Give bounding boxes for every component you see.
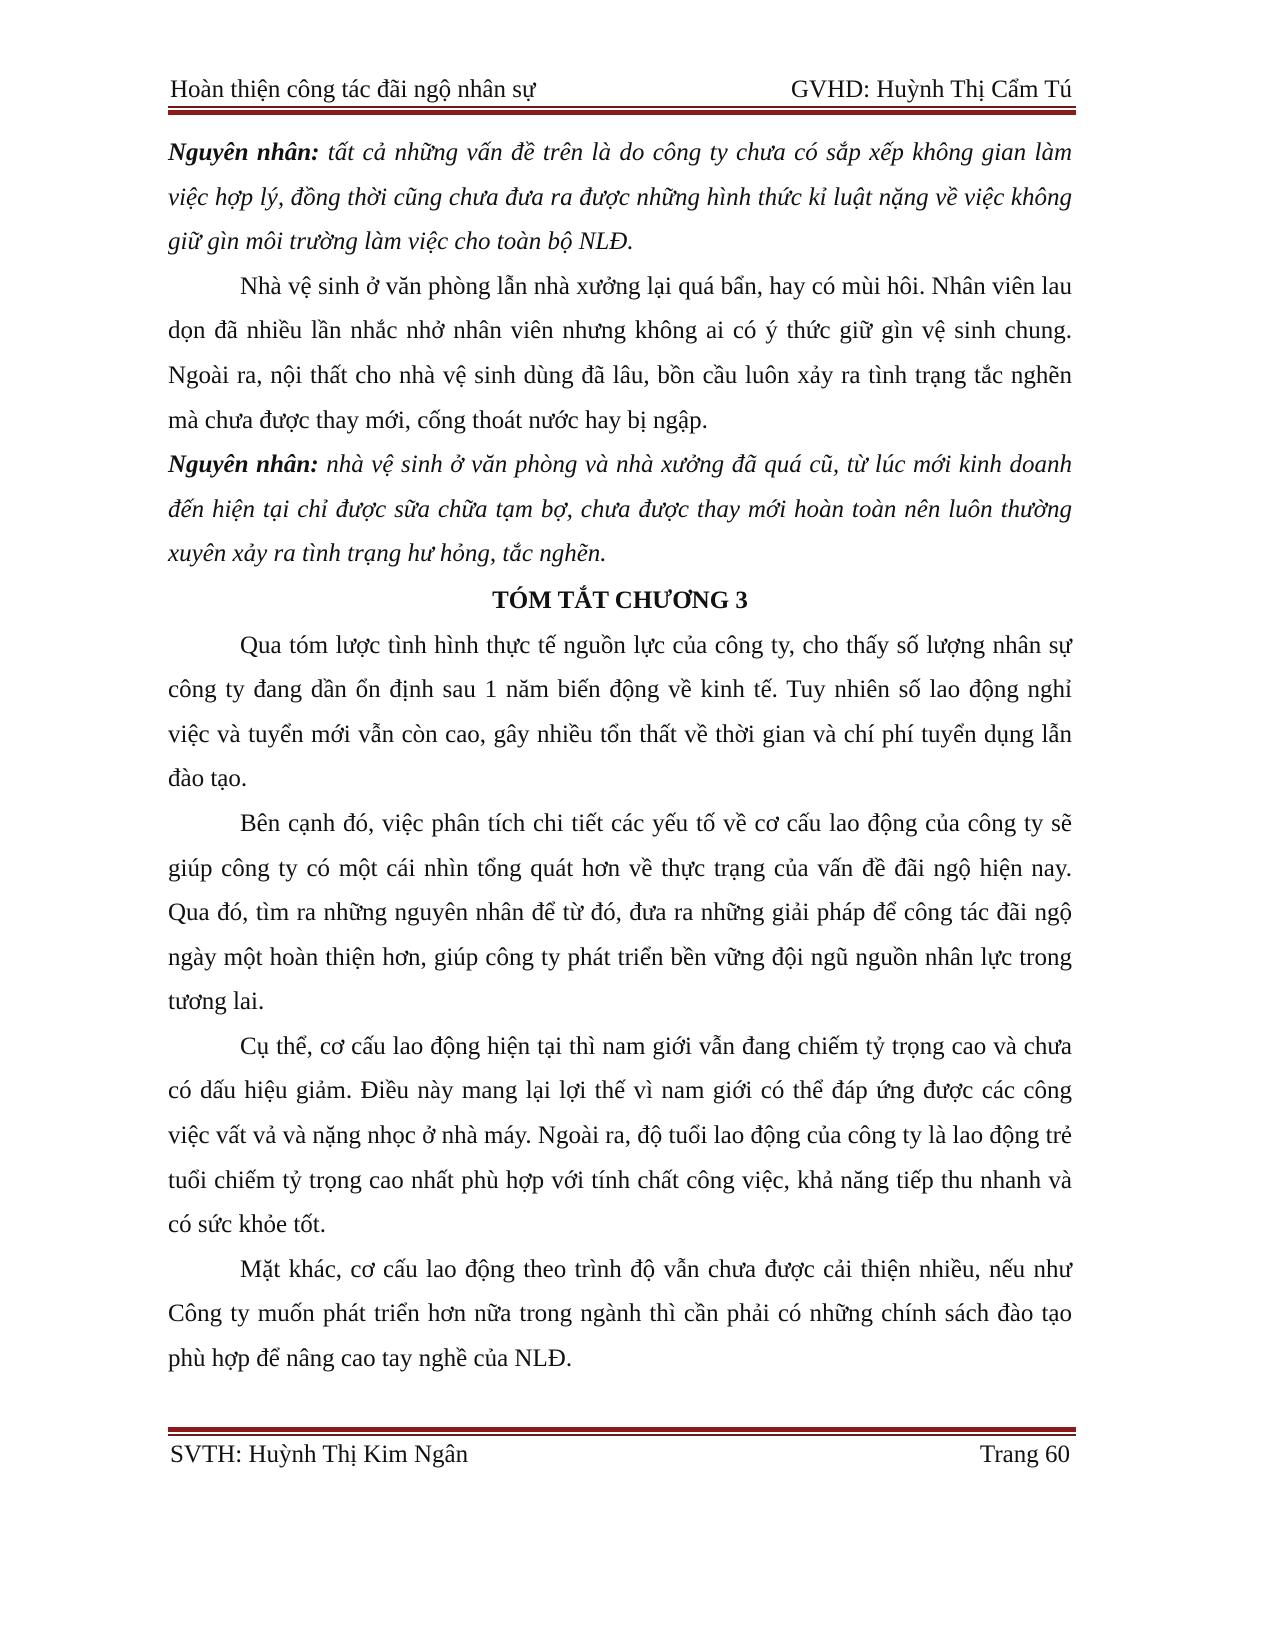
summary-paragraph: Cụ thể, cơ cấu lao động hiện tại thì nam giới vẫn đang chiếm tỷ trọng cao và chưa có dấu hiệu giảm. Điều này mang lại lợi thế vì nam giới có thể đáp ứng được các công việc vất vả và nặng nhọc ở nhà máy. Ngoài ra, độ tuổi lao động của công ty là lao động trẻ tuổi chiếm tỷ trọng cao nhất phù hợp với tính chất công việc, khả năng tiếp thu nhanh và có sức khỏe tốt. [168, 1032, 1072, 1239]
cause-text-1: tất cả những vấn đề trên là do công ty chưa có sắp xếp không gian làm việc hợp lý, đồng thời cũng chưa đưa ra được những hình thức kỉ luật nặng về việc không giữ gìn môi trường làm việc cho toàn bộ NLĐ. [168, 139, 1072, 256]
summary-paragraph: Mặt khác, cơ cấu lao động theo trình độ vẫn chưa được cải thiện nhiều, nếu như Công ty muốn phát triển hơn nữa trong ngành thì cần phải có những chính sách đào tạo phù hợp để nâng cao tay nghề của NLĐ. [168, 1255, 1072, 1373]
summary-paragraph: Qua tóm lược tình hình thực tế nguồn lực của công ty, cho thấy số lượng nhân sự công ty đang dần ổn định sau 1 năm biến động về kinh tế. Tuy nhiên số lao động nghỉ việc và tuyển mới vẫn còn cao, gây nhiều tổn thất về thời gian và chí phí tuyển dụng lẫn đào tạo. [168, 631, 1072, 793]
cause-text-2: nhà vệ sinh ở văn phòng và nhà xưởng đã quá cũ, từ lúc mới kinh doanh đến hiện tại chỉ được sữa chữa tạm bợ, chưa được thay mới hoàn toàn nên luôn thường xuyên xảy ra tình trạng hư hỏng, tắc nghẽn. [168, 451, 1072, 568]
summary-paragraph: Bên cạnh đó, việc phân tích chi tiết các yếu tố về cơ cấu lao động của công ty sẽ giúp công ty có một cái nhìn tổng quát hơn về thực trạng của vấn đề đãi ngộ hiện nay. Qua đó, tìm ra những nguyên nhân để từ đó, đưa ra những giải pháp để công tác đãi ngộ ngày một hoàn thiện hơn, giúp công ty phát triển bền vững đội ngũ nguồn nhân lực trong tương lai. [168, 809, 1072, 1016]
footer-rule [168, 1427, 1076, 1436]
footer-rule-thin [168, 1434, 1076, 1436]
cause-label-2: Nguyên nhân: [168, 451, 319, 479]
cause-paragraph-1 [168, 131, 1072, 265]
cause-label-1: Nguyên nhân: [168, 139, 320, 166]
page-header [168, 72, 1072, 104]
header-rule-thick [168, 110, 1076, 115]
restroom-paragraph: Nhà vệ sinh ở văn phòng lẫn nhà xưởng lại quá bẩn, hay có mùi hôi. Nhân viên lau dọn đã nhiều lần nhắc nhở nhân viên nhưng không ai có ý thức giữ gìn vệ sinh chung. Ngoài ra, nội thất cho nhà vệ sinh dùng đã lâu, bồn cầu luôn xảy ra tình trạng tắc nghẽn mà chưa được thay mới, cống thoát nước hay bị ngập. [168, 272, 1072, 434]
header-rule-thin [168, 106, 1076, 108]
page-footer [168, 1437, 1072, 1469]
header-supervisor: GVHD: Huỳnh Thị Cẩm Tú [790, 76, 1072, 103]
header-title: Hoàn thiện công tác đãi ngộ nhân sự [170, 76, 536, 103]
cause-paragraph-2 [168, 443, 1072, 577]
summary-heading: TÓM TẮT CHƯƠNG 3 [492, 586, 748, 614]
header-rule [168, 106, 1076, 115]
page-content [168, 131, 1072, 1382]
footer-student: SVTH: Huỳnh Thị Kim Ngân [170, 1441, 469, 1468]
footer-rule-thick [168, 1427, 1076, 1432]
footer-page-number: Trang 60 [979, 1441, 1070, 1468]
